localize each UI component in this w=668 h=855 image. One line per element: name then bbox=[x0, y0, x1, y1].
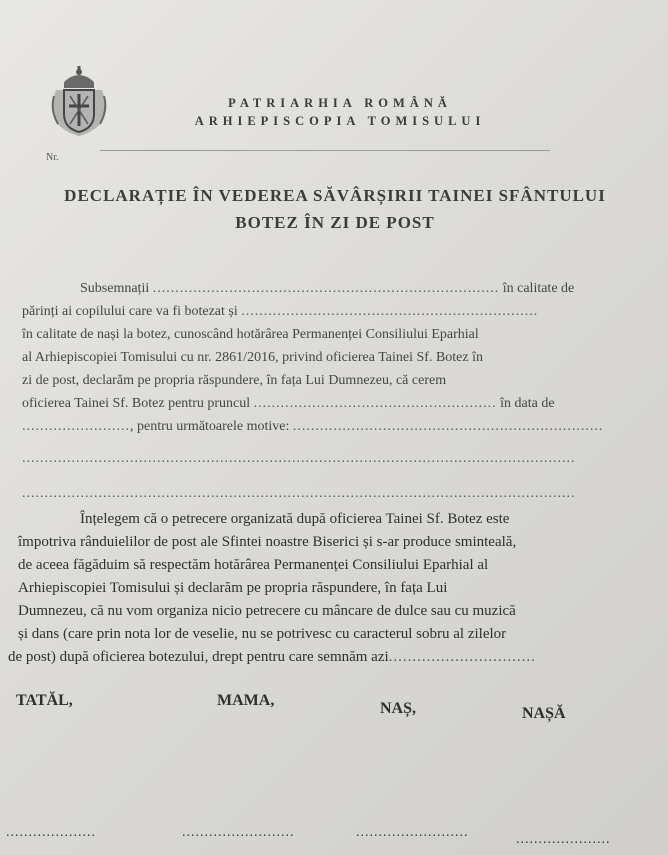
text-fragment: oficierea Tainei Sf. Botez pentru pruncul bbox=[22, 396, 251, 411]
signature-label-godfather: NAȘ, bbox=[380, 700, 417, 717]
nr-label: Nr. bbox=[46, 152, 59, 163]
text-fragment: de post) după oficierea botezului, drept pentru care semnăm azi bbox=[8, 649, 389, 665]
signature-label-godmother: NAȘĂ bbox=[522, 705, 566, 722]
header-rule bbox=[100, 150, 550, 151]
signature-label-father: TATĂL, bbox=[16, 692, 73, 709]
fill-blank[interactable]: ............................................................................. bbox=[152, 281, 500, 296]
body2-line: Dumnezeu, că nu vom organiza nicio petrecere cu mâncare de dulce sau cu muzică bbox=[18, 603, 516, 619]
signature-line-godfather[interactable]: ......................... bbox=[356, 825, 469, 840]
document-title-line2: BOTEZ ÎN ZI DE POST bbox=[235, 213, 435, 232]
fill-blank[interactable]: .................................................................. bbox=[241, 304, 539, 319]
archdiocese-crest-logo bbox=[50, 66, 108, 138]
body-line: al Arhiepiscopiei Tomisului cu nr. 2861/2016, privind oficierea Tainei Sf. Botez în bbox=[22, 350, 483, 365]
header-patriarchy: PATRIARHIA ROMÂNĂ bbox=[228, 96, 452, 110]
fill-blank-line[interactable]: ........................................................................................................................... bbox=[22, 486, 576, 501]
signature-label-mother: MAMA, bbox=[217, 692, 275, 709]
signature-line-godmother[interactable]: ..................... bbox=[516, 832, 611, 847]
fill-blank[interactable]: ............................... bbox=[388, 649, 536, 665]
body-line bbox=[22, 419, 622, 435]
body2-line: Înțelegem că o petrecere organizată după oficierea Tainei Sf. Botez este bbox=[80, 511, 510, 527]
fill-blank[interactable]: ........................ bbox=[22, 419, 130, 434]
body-line bbox=[22, 304, 622, 320]
body2-line: împotriva rânduielilor de post ale Sfintei noastre Biserici și s-ar produce sminteală, bbox=[18, 534, 517, 550]
header-archdiocese: ARHIEPISCOPIA TOMISULUI bbox=[194, 114, 486, 128]
body-line bbox=[80, 281, 620, 297]
body2-line: și dans (care prin nota lor de veselie, nu se potrivesc cu caracterul sobru al zilelor bbox=[18, 626, 507, 642]
text-fragment: Subsemnații bbox=[80, 281, 150, 296]
text-fragment: în data de bbox=[500, 396, 555, 411]
fill-blank[interactable]: ..................................................................... bbox=[292, 419, 604, 434]
signature-line-father[interactable]: .................... bbox=[6, 825, 96, 840]
text-fragment: în calitate de bbox=[502, 281, 575, 296]
signature-line-mother[interactable]: ......................... bbox=[182, 825, 295, 840]
body2-line: de aceea făgăduim să respectăm hotărârea Permanenței Consiliului Eparhial al bbox=[18, 557, 489, 573]
body-line: în calitate de nași la botez, cunoscând hotărârea Permanenței Consiliului Eparhial bbox=[22, 327, 479, 342]
body-line bbox=[22, 396, 622, 412]
body2-line: Arhiepiscopiei Tomisului și declarăm pe propria răspundere, în fața Lui bbox=[18, 580, 448, 596]
text-fragment: , pentru următoarele motive: bbox=[130, 419, 290, 434]
fill-blank-line[interactable]: ........................................................................................................................... bbox=[22, 451, 576, 466]
body-line: zi de post, declarăm pe propria răspundere, în fața Lui Dumnezeu, că cerem bbox=[22, 373, 447, 388]
text-fragment: părinți ai copilului care va fi botezat și bbox=[22, 304, 238, 319]
document-title-line1: DECLARAȚIE ÎN VEDEREA SĂVÂRȘIRII TAINEI SFÂNTULUI bbox=[64, 186, 606, 205]
body2-line bbox=[8, 649, 612, 666]
fill-blank[interactable]: ...................................................... bbox=[253, 396, 497, 411]
